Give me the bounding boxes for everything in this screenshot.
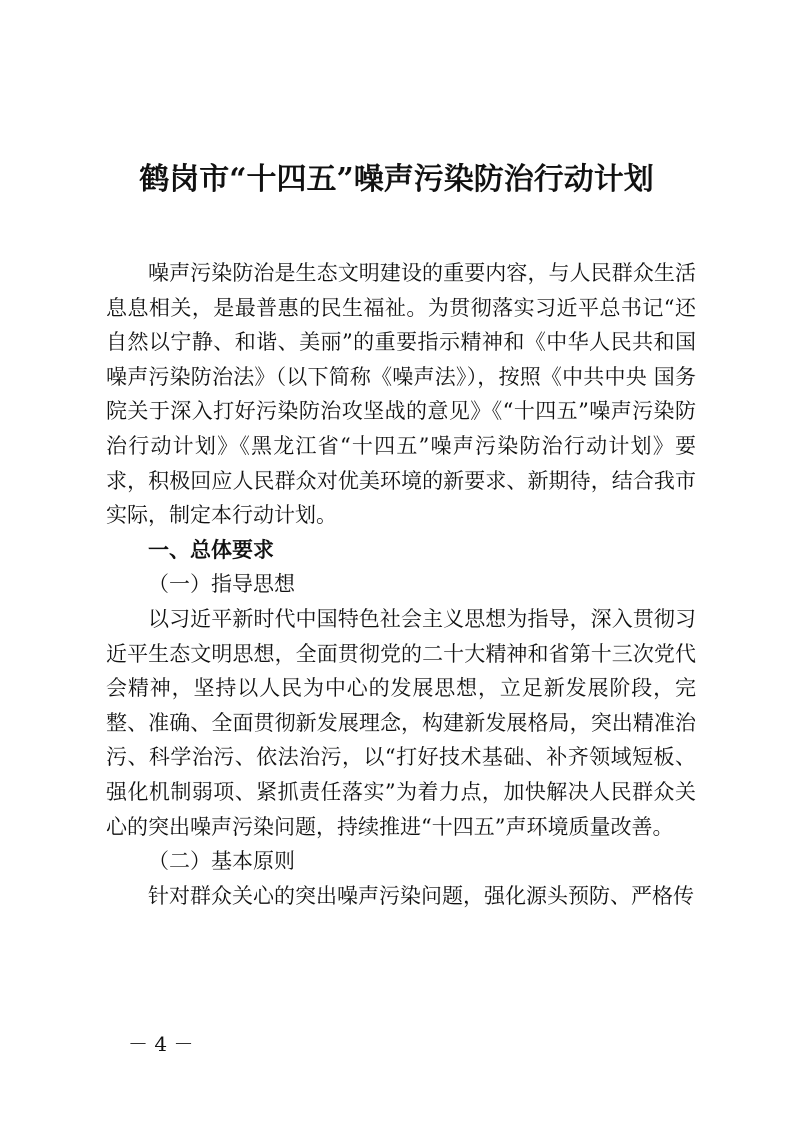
section-heading-general-requirements: 一、总体要求 [148, 537, 274, 562]
basic-principles-paragraph: 针对群众关心的突出噪声污染问题，强化源头预防、严格传 [148, 883, 694, 908]
subsection-heading-basic-principles: （二）基本原则 [148, 849, 295, 874]
document-body [106, 256, 696, 913]
guiding-ideology-paragraph: 以习近平新时代中国特色社会主义思想为指导，深入贯彻习近平生态文明思想，全面贯彻党的二十大精神和省第十三次党代会精神，坚持以人民为中心的发展思想，立足新发展阶段，完整、准确、全面贯彻新发展理念，构建新发展格局，突出精准治污、科学治污、依法治污，以“打好技术基础、补齐领域短板、强化机制弱项、紧抓责任落实”为着力点，加快解决人民群众关心的突出噪声污染问题，持续推进“十四五”声环境质量改善。 [106, 606, 696, 839]
subsection-heading-guiding-ideology: （一）指导思想 [148, 572, 295, 597]
intro-paragraph: 噪声污染防治是生态文明建设的重要内容，与人民群众生活息息相关，是最普惠的民生福祉。为贯彻落实习近平总书记“还自然以宁静、和谐、美丽”的重要指示精神和《中华人民共和国噪声污染防治法》（以下简称《噪声法》），按照《中共中央 国务院关于深入打好污染防治攻坚战的意见》《“十四五”噪声污染防治行动计划》《黑龙江省“十四五”噪声污染防治行动计划》要求，积极回应人民群众对优美环境的新要求、新期待，结合我市实际，制定本行动计划。 [106, 261, 696, 528]
page-number: － 4 － [128, 1032, 194, 1056]
document-title: 鹤岗市“十四五”噪声污染防治行动计划 [139, 162, 654, 197]
